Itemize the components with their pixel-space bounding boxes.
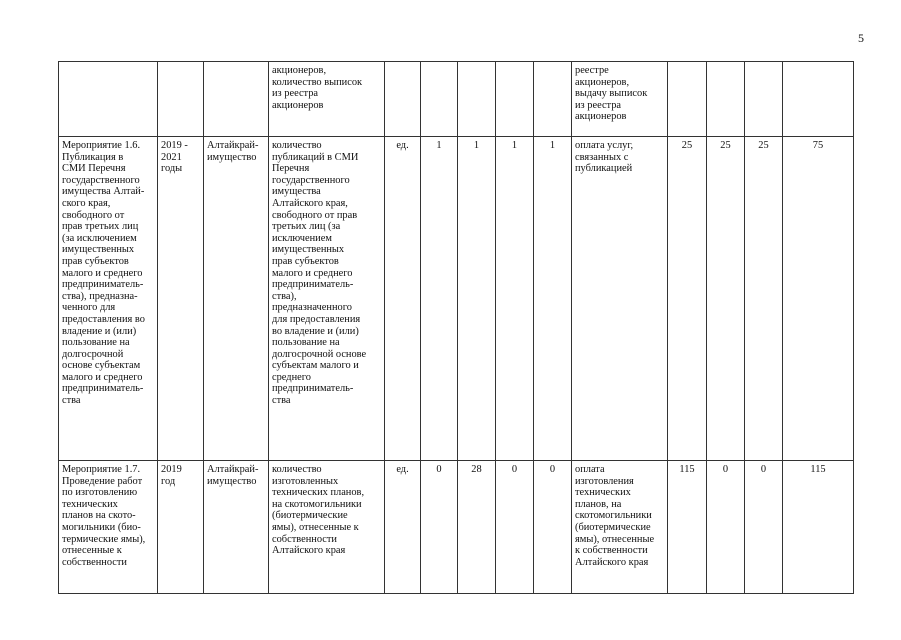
measure-cell	[59, 62, 158, 137]
value-cell	[421, 62, 458, 137]
period-cell	[158, 62, 204, 137]
total-cell: 115	[783, 461, 854, 594]
value-cell: 1	[458, 137, 496, 461]
indicator-cell: количество изготовленных технических планов, на скотомогильники (биотермические ямы), отнесенные к собственности Алтайского края	[269, 461, 385, 594]
measure-cell: Мероприятие 1.7. Проведение работ по изготовлению технических планов на ското- могильники (био- термические ямы), отнесенные к собственности	[59, 461, 158, 594]
cost-item-cell: оплата изготовления технических планов, на скотомогильники (биотермические ямы), отнесенные к собственности Алтайского края	[572, 461, 668, 594]
unit-cell: ед.	[385, 137, 421, 461]
value-cell: 0	[421, 461, 458, 594]
value-cell: 28	[458, 461, 496, 594]
period-cell: 2019 - 2021 годы	[158, 137, 204, 461]
cost-cell	[707, 62, 745, 137]
value-cell: 0	[496, 461, 534, 594]
value-cell: 1	[421, 137, 458, 461]
value-cell: 1	[534, 137, 572, 461]
cost-item-cell: реестре акционеров, выдачу выписок из реестра акционеров	[572, 62, 668, 137]
cost-item-cell: оплата услуг, связанных с публикацией	[572, 137, 668, 461]
executor-cell: Алтайкрай- имущество	[204, 461, 269, 594]
table-row	[59, 137, 854, 461]
cost-cell	[745, 62, 783, 137]
executor-cell	[204, 62, 269, 137]
value-cell: 1	[496, 137, 534, 461]
value-cell	[458, 62, 496, 137]
cost-cell: 115	[668, 461, 707, 594]
cost-cell: 25	[745, 137, 783, 461]
cost-cell: 0	[707, 461, 745, 594]
cost-cell: 25	[707, 137, 745, 461]
cost-cell	[668, 62, 707, 137]
measure-cell: Мероприятие 1.6. Публикация в СМИ Перечня государственного имущества Алтай- ского края, свободного от прав третьих лиц (за исключением имущественных прав субъектов малого и среднего предприниматель- ства), предназна- ченного для предоставления во владение и (или) пользование на долгосрочной основе субъектам малого и среднего предприниматель- ства	[59, 137, 158, 461]
cost-cell: 0	[745, 461, 783, 594]
program-measures-table	[58, 61, 854, 594]
period-cell: 2019 год	[158, 461, 204, 594]
unit-cell	[385, 62, 421, 137]
table-row	[59, 62, 854, 137]
indicator-cell: количество публикаций в СМИ Перечня государственного имущества Алтайского края, свободного от прав третьих лиц (за исключением имущественных прав субъектов малого и среднего предприниматель- ства), предназначенного для предоставления во владение и (или) пользование на долгосрочной основе субъектам малого и среднего предприниматель- ства	[269, 137, 385, 461]
cost-cell: 25	[668, 137, 707, 461]
value-cell	[496, 62, 534, 137]
executor-cell: Алтайкрай- имущество	[204, 137, 269, 461]
table-row	[59, 461, 854, 594]
total-cell	[783, 62, 854, 137]
value-cell: 0	[534, 461, 572, 594]
unit-cell: ед.	[385, 461, 421, 594]
total-cell: 75	[783, 137, 854, 461]
page-number: 5	[858, 31, 864, 45]
indicator-cell: акционеров, количество выписок из реестра акционеров	[269, 62, 385, 137]
value-cell	[534, 62, 572, 137]
